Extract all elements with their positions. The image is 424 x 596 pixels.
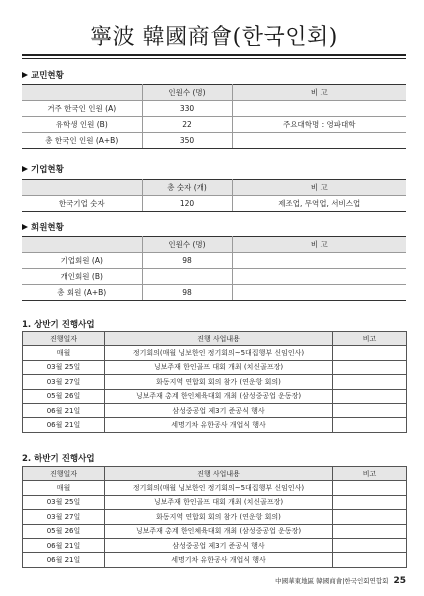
header-cell: 비 고 [232,237,406,253]
page-number: 25 [393,576,406,586]
table-row [22,117,406,133]
header-cell: 진행 사업내용 [105,332,333,346]
row-content: 화동지역 연합회 회의 참가 (연운항 회의) [105,375,333,389]
members-table [22,236,406,301]
header-cell [22,180,142,196]
companies-table [22,179,406,212]
title-rule-thin [22,58,406,59]
section-heading-first-half: 1. 상반기 진행사업 [22,320,95,330]
row-note [333,360,407,374]
header-cell: 비고 [333,467,407,481]
row-note [232,253,406,269]
row-note: 주요대학명 : 영파대학 [232,117,406,133]
row-note [333,481,407,495]
row-count: 98 [142,253,232,269]
table-header-row [22,180,406,196]
row-count: 330 [142,101,232,117]
second-half-table [22,466,407,568]
table-header-row [23,332,407,346]
table-header-row [22,85,406,101]
row-content: 삼성중공업 제3기 준공식 행사 [105,538,333,552]
row-count: 98 [142,285,232,301]
row-date: 03월 27일 [23,375,105,389]
row-label: 기업회원 (A) [22,253,142,269]
header-cell: 비 고 [232,85,406,101]
row-label: 총 회원 (A+B) [22,285,142,301]
header-cell [22,85,142,101]
table-row [23,495,407,509]
row-note: 제조업, 무역업, 서비스업 [232,196,406,212]
row-content: 세명기차 유한공사 개업식 행사 [105,553,333,567]
row-note [333,495,407,509]
row-content: 닝보주재 한인골프 대회 개최 (치신골프장) [105,495,333,509]
row-date: 매월 [23,346,105,360]
row-note [333,524,407,538]
row-content: 정기회의(매월 닝보한인 정기회의~5대집행부 신임인사) [105,481,333,495]
row-count: 22 [142,117,232,133]
row-content: 닝보주재 총계 한인체육대회 개최 (삼성중공업 운동장) [105,524,333,538]
section-label: 교민현황 [31,71,64,81]
row-note [333,403,407,417]
header-cell: 진행 사업내용 [105,467,333,481]
table-row [23,481,407,495]
table-row [23,403,407,417]
row-content: 닝보주재 한인골프 대회 개최 (치신골프장) [105,360,333,374]
table-row [22,253,406,269]
row-label: 거주 한국인 인원 (A) [22,101,142,117]
table-row [22,133,406,149]
section-label: 회원현황 [31,223,64,233]
row-note [333,346,407,360]
table-row [22,285,406,301]
header-cell: 비고 [333,332,407,346]
row-count: 350 [142,133,232,149]
triangle-bullet-icon [22,224,28,230]
row-content: 정기회의(매월 닝보한인 정기회의~5대집행부 신임인사) [105,346,333,360]
row-date: 03월 25일 [23,360,105,374]
header-cell: 인원수 (명) [142,85,232,101]
table-row [23,375,407,389]
row-date: 03월 25일 [23,495,105,509]
row-note [232,101,406,117]
row-note [333,553,407,567]
row-note [232,285,406,301]
title-rule [22,54,406,56]
row-date: 05월 26일 [23,389,105,403]
section-label: 기업현황 [31,165,64,175]
row-label: 한국기업 숫자 [22,196,142,212]
section-heading-residents [22,69,64,81]
row-date: 06월 21일 [23,403,105,417]
row-note [333,389,407,403]
row-note [333,375,407,389]
table-row [23,553,407,567]
row-note [333,538,407,552]
row-content: 닝보주재 총계 한인체육대회 개최 (삼성중공업 운동장) [105,389,333,403]
row-content: 화동지역 연합회 회의 참가 (연운항 회의) [105,510,333,524]
row-date: 06월 21일 [23,553,105,567]
footer-text: 中國華東地區 韓國商會|한국인회연합회 [275,577,389,585]
row-date: 06월 21일 [23,538,105,552]
section-heading-companies [22,163,64,175]
triangle-bullet-icon [22,72,28,78]
first-half-table [22,331,407,433]
row-label: 총 한국인 인원 (A+B) [22,133,142,149]
row-date: 06월 21일 [23,418,105,432]
row-count: 120 [142,196,232,212]
header-cell: 비 고 [232,180,406,196]
table-row [23,418,407,432]
table-row [23,389,407,403]
section-heading-second-half: 2. 하반기 진행사업 [22,454,95,464]
table-row [23,538,407,552]
table-row [22,269,406,285]
row-date: 05월 26일 [23,524,105,538]
row-count [142,269,232,285]
page-title: 寧波 韓國商會(한국인회) [90,25,338,50]
row-date: 매월 [23,481,105,495]
triangle-bullet-icon [22,166,28,172]
header-cell: 진행일자 [23,467,105,481]
table-row [22,101,406,117]
table-row [22,196,406,212]
row-note [333,510,407,524]
row-content: 삼성중공업 제3기 준공식 행사 [105,403,333,417]
header-cell: 총 숫자 (개) [142,180,232,196]
row-note [232,133,406,149]
row-label: 개인회원 (B) [22,269,142,285]
table-row [23,346,407,360]
header-cell: 진행일자 [23,332,105,346]
header-cell [22,237,142,253]
row-label: 유학생 인원 (B) [22,117,142,133]
header-cell: 인원수 (명) [142,237,232,253]
title-block [22,7,406,51]
row-content: 세명기차 유한공사 개업식 행사 [105,418,333,432]
row-note [232,269,406,285]
row-date: 03월 27일 [23,510,105,524]
table-row [23,510,407,524]
residents-table [22,84,406,149]
table-header-row [23,467,407,481]
row-note [333,418,407,432]
table-row [23,524,407,538]
section-heading-members [22,221,64,233]
table-header-row [22,237,406,253]
page-footer [275,576,406,586]
table-row [23,360,407,374]
